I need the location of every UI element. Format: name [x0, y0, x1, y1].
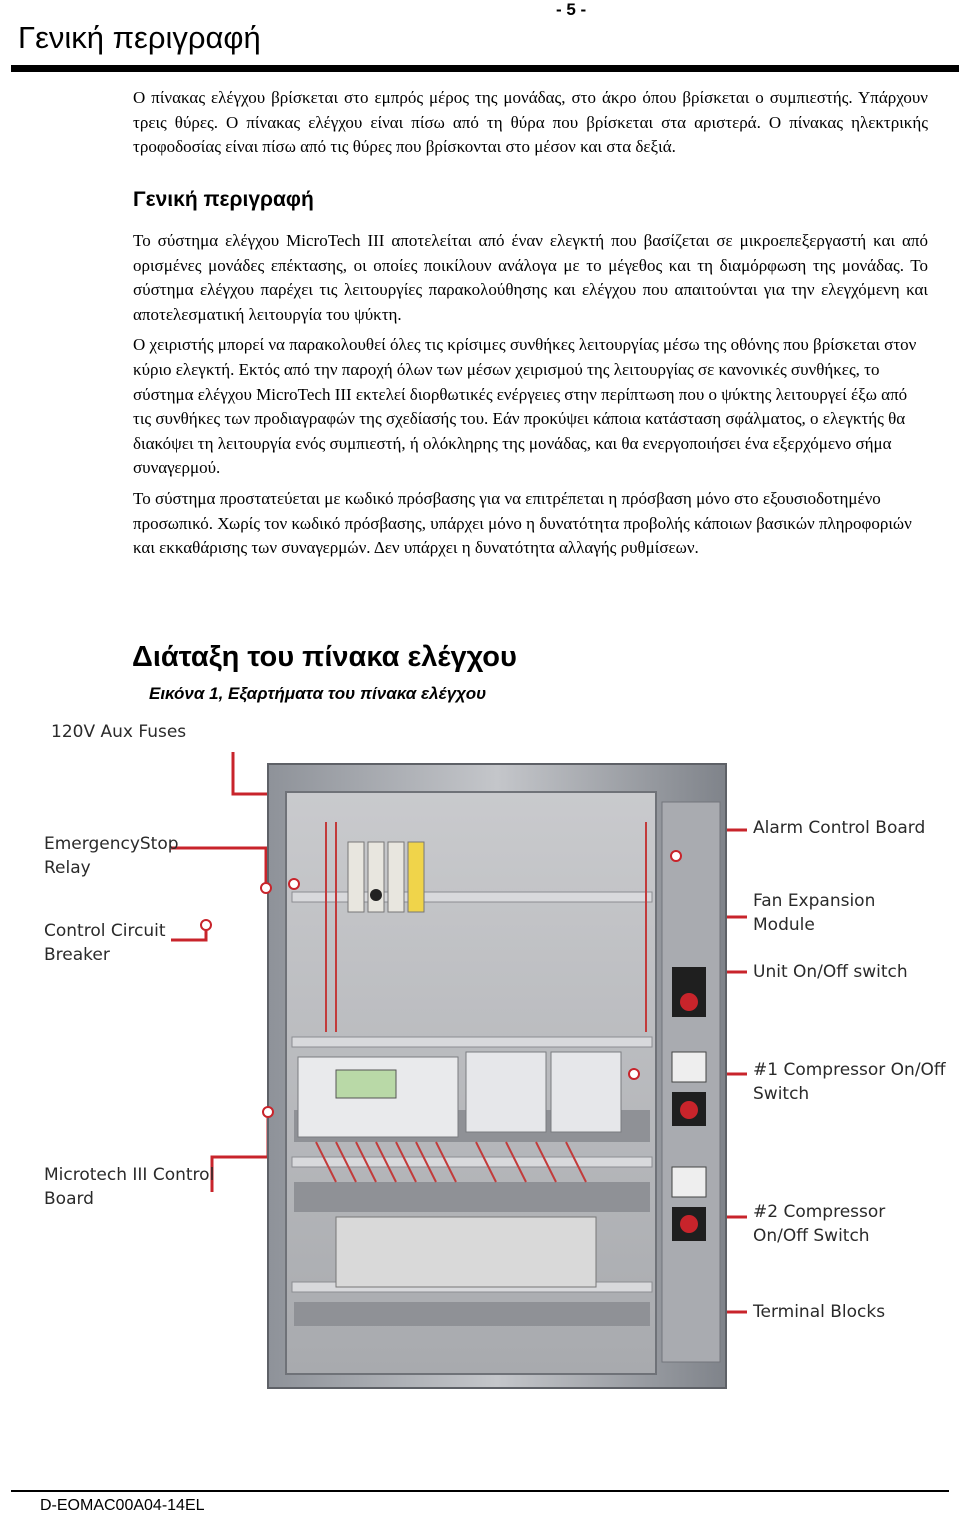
paragraph-system: Το σύστημα ελέγχου MicroTech III αποτελείται από έναν ελεγκτή που βασίζεται σε μικροεπεξεργαστή και από ορισμένες μονάδες επέκτασης, οι οποίες ποικίλουν ανάλογα με το μέγεθος και τη διαμόρφωση της μονάδας. Το σύστημα ελέγχου παρέχει τις λειτουργίες παρακολούθησης και ελέγχου που απαιτούνται για την ελεγχόμενη και αποτελεσματική λειτουργία του ψύκτη. [133, 231, 928, 324]
label-microtech-2: Board [44, 1189, 94, 1209]
page-number: - 5 - [556, 0, 587, 19]
label-comp2-2: On/Off Switch [753, 1226, 870, 1246]
section-heading: Διάταξη του πίνακα ελέγχου [132, 641, 517, 673]
paragraph-operator: Ο χειριστής μπορεί να παρακολουθεί όλες τις κρίσιμες συνθήκες λειτουργίας μέσω της οθόνης που βρίσκεται στον κύριο ελεγκτή. Εκτός από την παροχή όλων των μέσων χειρισμού της λειτουργίας σε κανονικές συνθήκες, το σύστημα ελέγχου MicroTech III εκτελεί διορθωτικές ενέργειες στην περίπτωση που ο ψύκτης λειτουργεί έξω από τις συνθήκες των προδιαγραφών της σχεδίασής του. Εάν προκύψει κάποια κατάσταση σφάλματος, ο ελεγκτής θα διακόψει τη λειτουργία ενός συμπιεστή, ή ολόκληρης της μονάδας, και θα ενεργοποιήσει ένα εξερχόμενο σήμα συναγερμού. [133, 335, 917, 478]
figure-caption: Εικόνα 1, Εξαρτήματα του πίνακα ελέγχου [149, 684, 487, 703]
footer-rule [11, 1490, 949, 1492]
intro-paragraph: Ο πίνακας ελέγχου βρίσκεται στο εμπρός μέρος της μονάδας, στο άκρο όπου βρίσκεται ο συμπιεστής. Υπάρχουν τρεις θύρες. Ο πίνακας ελέγχου είναι πίσω από τη θύρα που βρίσκεται στα αριστερά. Ο πίνακας ηλεκτρικής τροφοδοσίας είναι πίσω από τις θύρες που βρίσκονται στο μέσον και στα δεξιά. [133, 88, 928, 157]
intro-block [133, 86, 928, 160]
label-breaker-1: Control Circuit [44, 921, 166, 941]
paragraph-password: Το σύστημα προστατεύεται με κωδικό πρόσβασης για να επιτρέπεται η πρόσβαση μόνο στο εξουσιοδοτημένο προσωπικό. Χωρίς τον κωδικό πρόσβασης, υπάρχει μόνο η δυνατότητα προβολής κάποιων βασικών πληροφοριών και εκκαθάρισης των συναγερμών. Δεν υπάρχει η δυνατότητα αλλαγής ρυθμίσεων. [133, 488, 912, 558]
label-comp2-1: #2 Compressor [753, 1202, 886, 1222]
header-rule [11, 65, 959, 72]
label-aux-fuses: 120V Aux Fuses [51, 722, 187, 742]
label-microtech-1: Microtech III Control [44, 1165, 215, 1185]
label-comp1-1: #1 Compressor On/Off [753, 1060, 946, 1080]
header-title: Γενική περιγραφή [18, 20, 261, 55]
label-fan-1: Fan Expansion [753, 891, 876, 911]
label-terminal-blocks: Terminal Blocks [753, 1302, 886, 1322]
body-block [133, 229, 928, 561]
footer-code: D-EOMAC00A04-14EL [40, 1497, 205, 1514]
label-estop-2: Relay [44, 858, 91, 878]
control-panel-photo [36, 712, 956, 1392]
label-unit-switch: Unit On/Off switch [753, 962, 908, 982]
label-alarm-board: Alarm Control Board [753, 818, 926, 838]
terminal-block-strip [336, 1217, 596, 1287]
label-comp1-2: Switch [753, 1084, 810, 1104]
label-estop-1: EmergencyStop [44, 834, 179, 854]
subheading: Γενική περιγραφή [133, 188, 314, 211]
label-breaker-2: Breaker [44, 945, 110, 965]
control-panel-figure [36, 712, 956, 1392]
label-fan-2: Module [753, 915, 815, 935]
